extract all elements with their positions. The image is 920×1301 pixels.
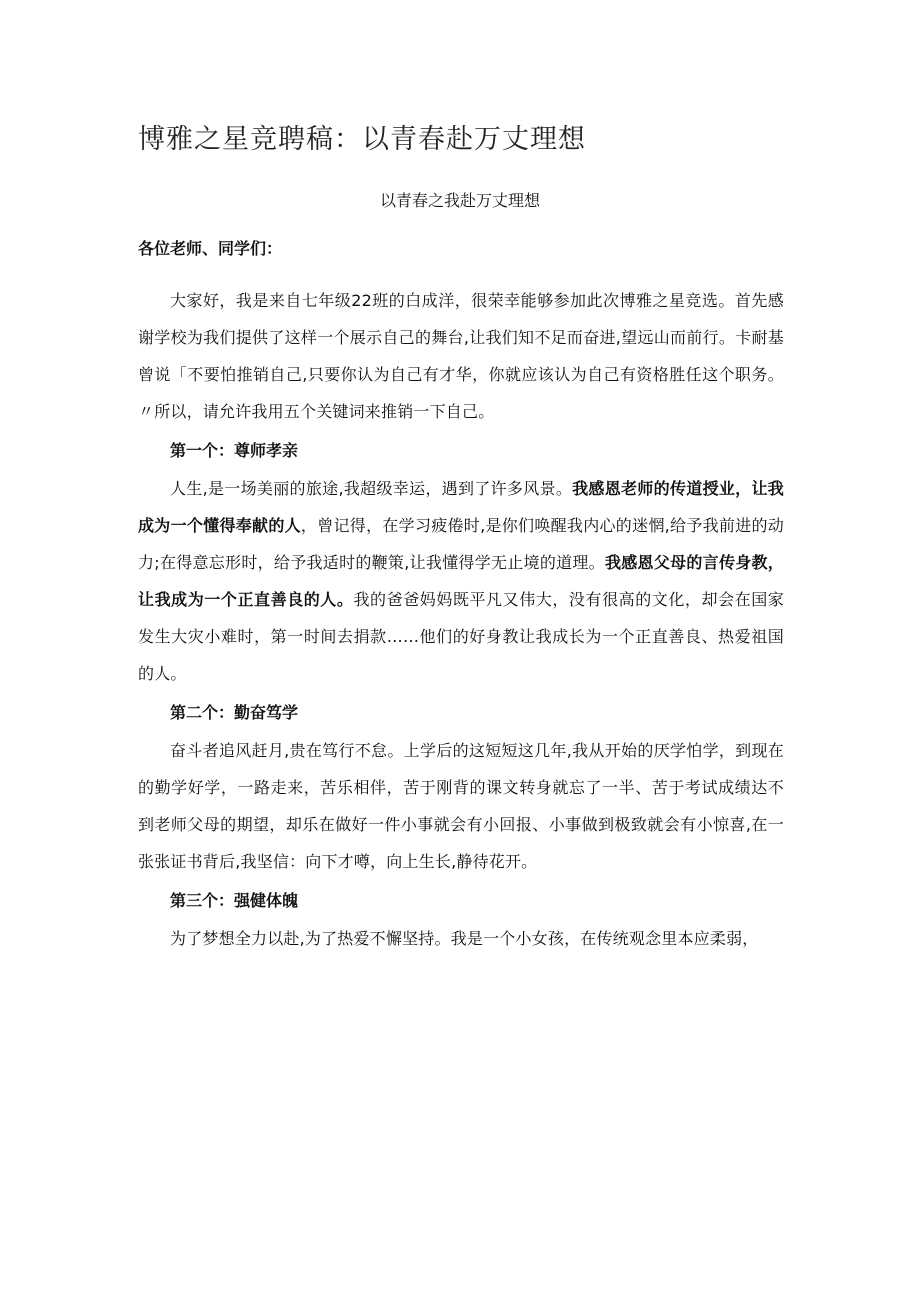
section-heading-1: 第一个：尊师孝亲 bbox=[170, 441, 299, 460]
speech-subtitle: 以青春之我赴万丈理想 bbox=[379, 191, 540, 210]
salutation: 各位老师、同学们： bbox=[138, 239, 283, 258]
section-1-text-2: ，曾记得，在学习疲倦时,是你们唤醒我内心的迷惘,给予我前进的动力;在得意忘形时，给予我适时的鞭策,让我懂得学无止境的道理。 bbox=[138, 516, 784, 572]
document-title: 博雅之星竞聘稿：以青春赴万丈理想 bbox=[138, 124, 586, 155]
section-1-text-3: 我的爸爸妈妈既平凡又伟大，没有很高的文化，却会在国家发生大灾小难时，第一时间去捐款……他们的好身教让我成长为一个正直善良、热爱祖国的人。 bbox=[138, 590, 785, 683]
section-heading-2: 第二个：勤奋笃学 bbox=[170, 703, 299, 722]
section-1-bold-2: 我感恩父母的言传身教，让我成为一个正直善良的人。 bbox=[138, 553, 784, 609]
section-1-bold-1: 我感恩老师的传道授业，让我成为一个懂得奉献的人 bbox=[138, 479, 784, 535]
intro-paragraph: 大家好，我是来自七年级22班的白成洋，很荣幸能够参加此次博雅之星竞选。首先感谢学校为我们提供了这样一个展示自己的舞台,让我们知不足而奋进,望远山而前行。卡耐基曾说「不要怕推销自己,只要你认为自己有才华，你就应该认为自己有资格胜任这个职务。〃所以，请允许我用五个关键词来推销一下自己。 bbox=[138, 291, 784, 421]
speech-body bbox=[138, 282, 784, 957]
section-1-text-1: 人生,是一场美丽的旅途,我超级幸运，遇到了许多风景。 bbox=[170, 479, 573, 498]
section-heading-3: 第三个：强健体魄 bbox=[170, 891, 299, 910]
section-1-paragraph bbox=[138, 470, 784, 692]
section-3-paragraph: 为了梦想全力以赴,为了热爱不懈坚持。我是一个小女孩，在传统观念里本应柔弱， bbox=[170, 929, 759, 948]
section-2-paragraph: 奋斗者追风赶月,贵在笃行不怠。上学后的这短短这几年,我从开始的厌学怕学，到现在的勤学好学，一路走来，苦乐相伴，苦于刚背的课文转身就忘了一半、苦于考试成绩达不到老师父母的期望，却乐在做好一件小事就会有小回报、小事做到极致就会有小惊喜,在一张张证书背后,我坚信：向下才噂，向上生长,静待花开。 bbox=[138, 741, 784, 871]
